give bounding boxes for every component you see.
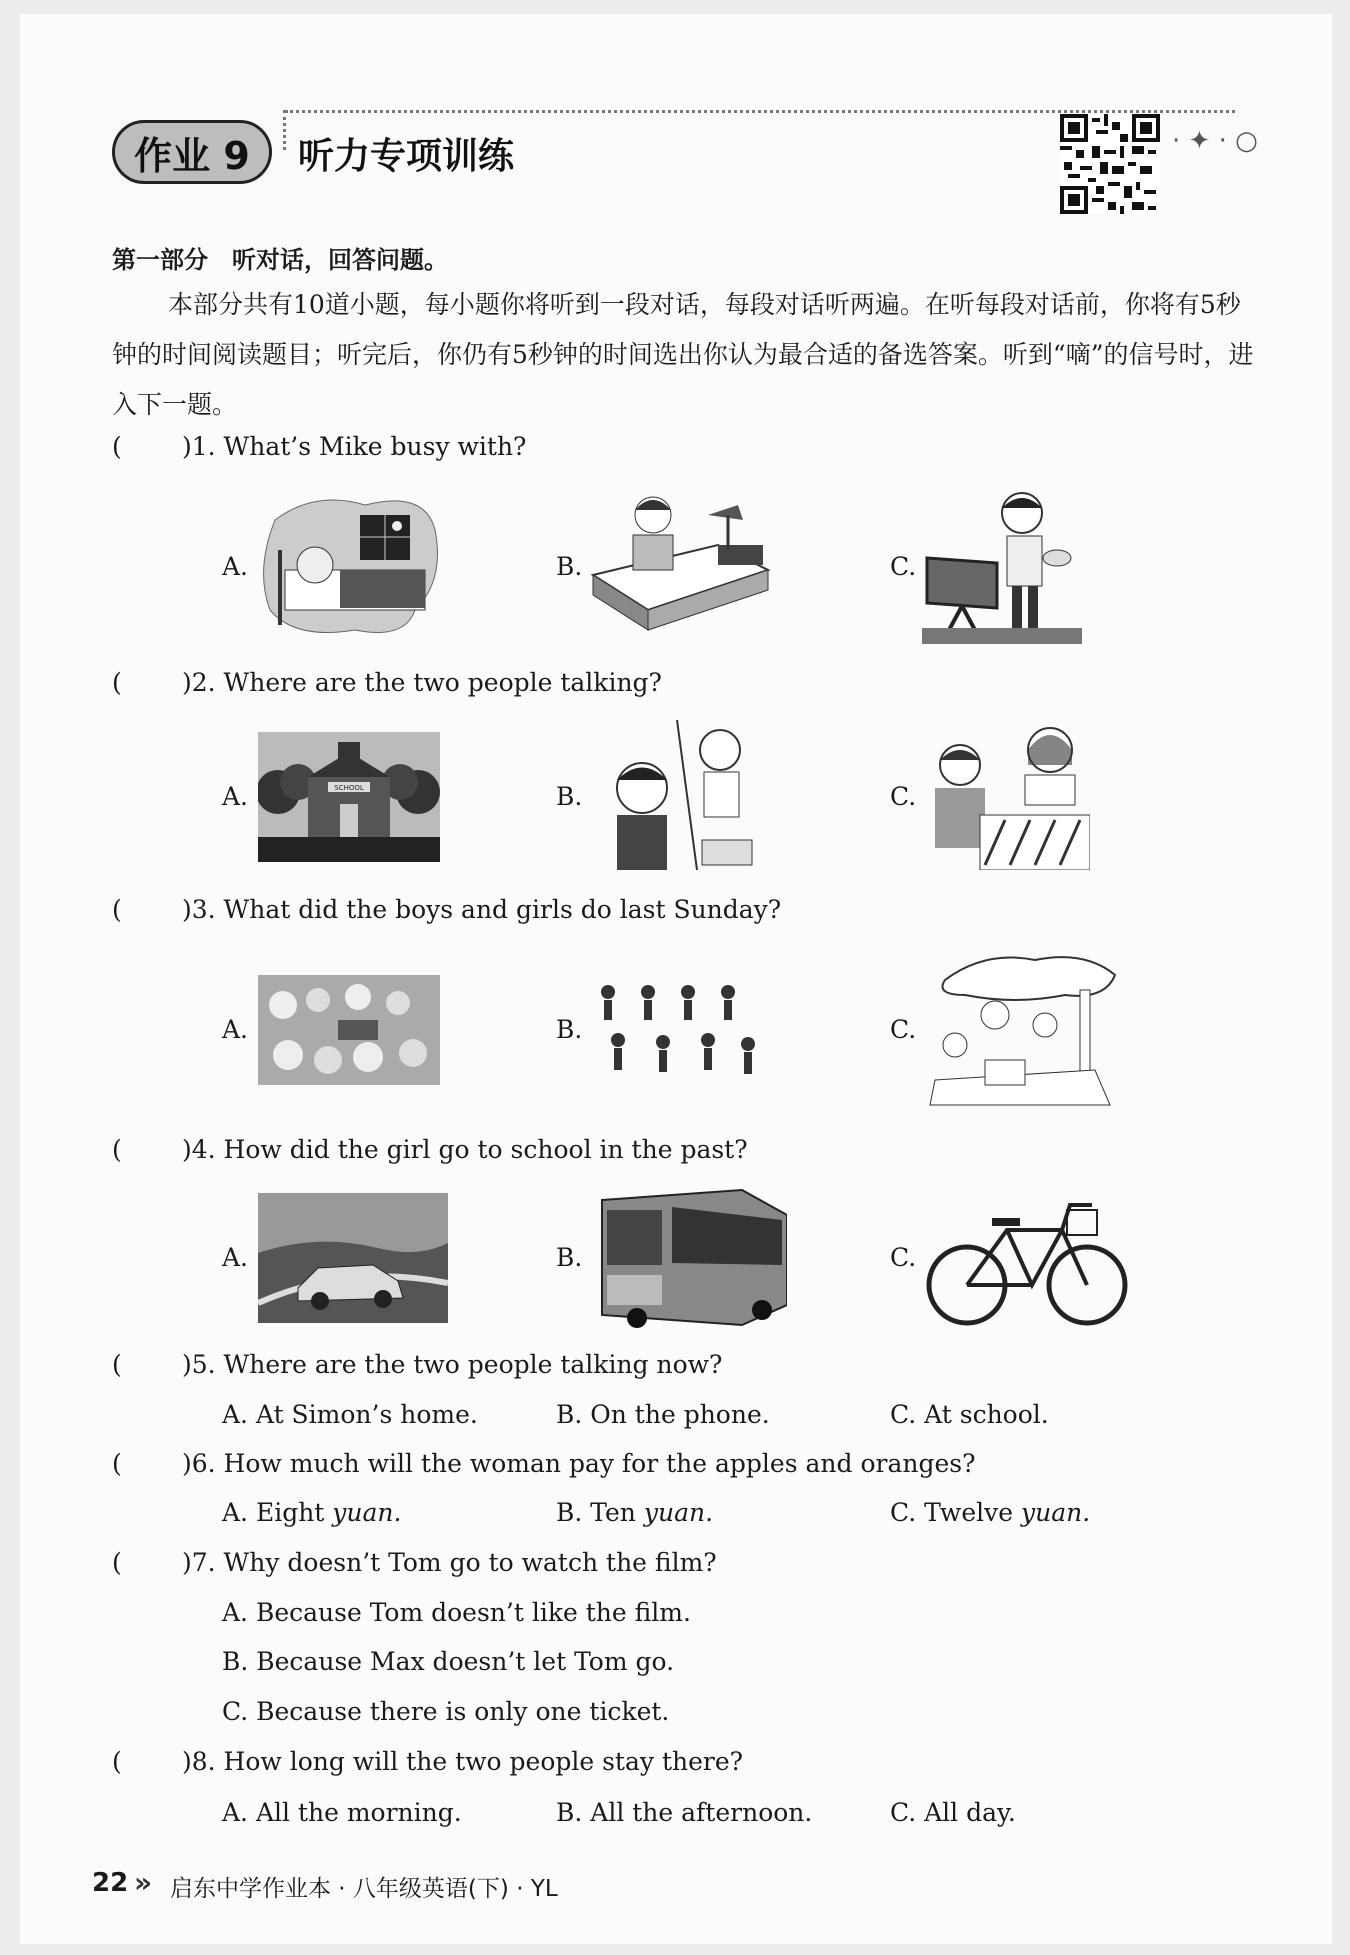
option-label: A.	[222, 1015, 249, 1044]
page-number: 22	[92, 1868, 129, 1898]
picture-shop[interactable]	[925, 720, 1090, 870]
question-1	[112, 432, 526, 461]
option-label: B.	[556, 782, 583, 811]
answer-blank[interactable]: (	[112, 1548, 122, 1577]
answer-blank[interactable]: (	[112, 1135, 122, 1164]
header-dotted-line	[285, 110, 1235, 113]
picture-car[interactable]	[258, 1193, 448, 1323]
qr-code-icon[interactable]	[1060, 114, 1160, 214]
answer-blank[interactable]: (	[112, 432, 122, 461]
question-2	[112, 668, 662, 697]
picture-sports[interactable]	[588, 980, 770, 1090]
question-text: )4. How did the girl go to school in the past?	[182, 1135, 748, 1164]
sparkle-decoration-icon: · ✦ · ○	[1172, 126, 1258, 156]
option-text: B. Ten	[556, 1498, 644, 1527]
picture-phone-call[interactable]	[592, 720, 762, 870]
option-label: A.	[222, 782, 249, 811]
question-8	[112, 1747, 743, 1776]
option-label: B.	[556, 552, 583, 581]
option-a[interactable]: A. All the morning.	[222, 1798, 462, 1827]
section-heading: 第一部分 听对话，回答问题。	[112, 246, 448, 274]
answer-blank[interactable]: (	[112, 1747, 122, 1776]
option-label: C.	[890, 1243, 917, 1272]
question-text: )2. Where are the two people talking?	[182, 668, 662, 697]
question-text: )5. Where are the two people talking now?	[182, 1350, 723, 1379]
answer-blank[interactable]: (	[112, 1449, 122, 1478]
option-label: C.	[890, 1015, 917, 1044]
option-b[interactable]	[556, 1498, 713, 1527]
double-chevron-icon: »	[134, 1866, 153, 1899]
question-4	[112, 1135, 748, 1164]
question-text: )3. What did the boys and girls do last Sunday?	[182, 895, 782, 924]
option-c[interactable]: C. Because there is only one ticket.	[222, 1697, 670, 1726]
option-unit: yuan.	[1020, 1498, 1091, 1527]
question-text: )7. Why doesn’t Tom go to watch the film?	[182, 1548, 717, 1577]
school-sign: SCHOOL	[334, 784, 364, 792]
option-label: B.	[556, 1243, 583, 1272]
option-a[interactable]: A. Because Tom doesn’t like the film.	[222, 1598, 691, 1627]
option-a[interactable]	[222, 1498, 401, 1527]
picture-bus[interactable]	[592, 1185, 787, 1330]
question-text: )1. What’s Mike busy with?	[182, 432, 527, 461]
option-text: A. Eight	[222, 1498, 333, 1527]
option-c[interactable]: C. All day.	[890, 1798, 1016, 1827]
option-unit: yuan.	[643, 1498, 714, 1527]
book-title: 启东中学作业本 · 八年级英语(下) · YL	[170, 1876, 558, 1902]
header-dotted-line-vertical	[283, 110, 286, 150]
option-text: C. Twelve	[890, 1498, 1021, 1527]
picture-painting[interactable]	[922, 488, 1087, 648]
option-b[interactable]: B. On the phone.	[556, 1400, 770, 1429]
option-label: B.	[556, 1015, 583, 1044]
answer-blank[interactable]: (	[112, 1350, 122, 1379]
picture-school[interactable]	[258, 732, 440, 862]
answer-blank[interactable]: (	[112, 668, 122, 697]
question-text: )6. How much will the woman pay for the apples and oranges?	[182, 1449, 976, 1478]
option-unit: yuan.	[332, 1498, 402, 1527]
question-5	[112, 1350, 722, 1379]
option-c[interactable]	[890, 1498, 1090, 1527]
picture-picnic[interactable]	[925, 950, 1120, 1110]
option-label: A.	[222, 552, 249, 581]
question-7	[112, 1548, 717, 1577]
option-label: A.	[222, 1243, 249, 1272]
picture-bicycle[interactable]	[922, 1190, 1132, 1330]
question-3	[112, 895, 781, 924]
homework-badge: 作业 9	[112, 120, 272, 184]
option-c[interactable]: C. At school.	[890, 1400, 1049, 1429]
answer-blank[interactable]: (	[112, 895, 122, 924]
page-title: 听力专项训练	[298, 136, 515, 177]
picture-sleeping[interactable]	[255, 490, 440, 640]
option-b[interactable]: B. Because Max doesn’t let Tom go.	[222, 1647, 675, 1676]
section-instructions: 本部分共有10道小题，每小题你将听到一段对话，每段对话听两遍。在听每段对话前，你将有5秒钟的时间阅读题目；听完后，你仍有5秒钟的时间选出你认为最合适的备选答案。听到“嘀”的信号时，进入下一题。	[112, 290, 1254, 419]
picture-party[interactable]	[258, 975, 440, 1085]
option-a[interactable]: A. At Simon’s home.	[222, 1400, 478, 1429]
question-6	[112, 1449, 975, 1478]
option-b[interactable]: B. All the afternoon.	[556, 1798, 813, 1827]
option-label: C.	[890, 552, 917, 581]
option-label: C.	[890, 782, 917, 811]
picture-homework[interactable]	[588, 490, 773, 640]
question-text: )8. How long will the two people stay there?	[182, 1747, 744, 1776]
